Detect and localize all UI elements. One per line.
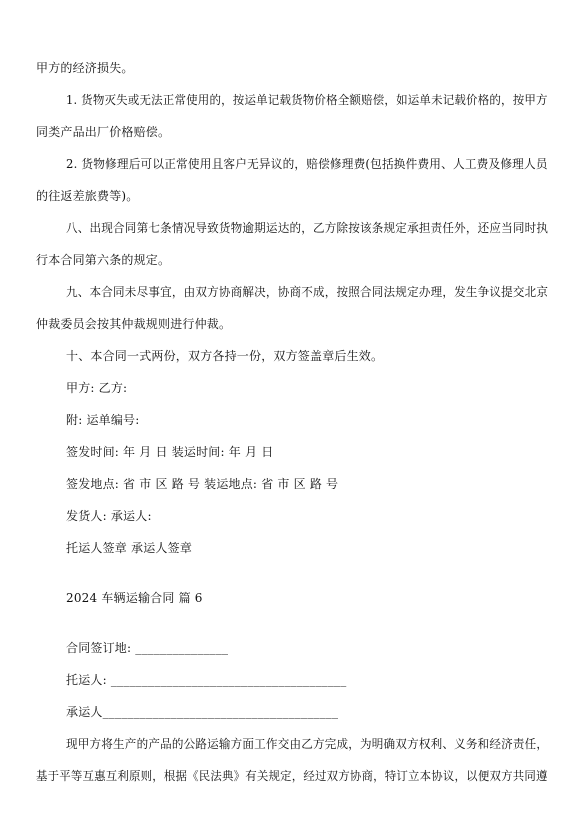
text-line: 仲裁委员会按其仲裁规则进行仲裁。: [36, 317, 232, 331]
text-line: 基于平等互惠互利原则，根据《民法典》有关规定，经过双方协商，特订立本协议，以便双方共同遵: [36, 769, 548, 783]
text-line: 1. 货物灭失或无法正常使用的，按运单记载货物价格全额赔偿，如运单未记载价格的，按甲方: [66, 93, 548, 107]
text-line: 现甲方将生产的产品的公路运输方面工作交由乙方完成，为明确双方权利、义务和经济责任，: [66, 737, 549, 751]
text-line: 承运人______________________________________: [66, 705, 339, 719]
text-line: 托运人: ______________________________________: [66, 673, 347, 687]
text-line: 十、本合同一式两份，双方各持一份，双方签盖章后生效。: [66, 349, 384, 363]
text-line: 签发地点: 省 市 区 路 号 装运地点: 省 市 区 路 号: [66, 477, 339, 491]
text-line: 甲方的经济损失。: [36, 61, 134, 75]
text-line: 附: 运单编号:: [66, 413, 140, 427]
text-line: 托运人签章 承运人签章: [66, 541, 193, 555]
text-line: 发货人: 承运人:: [66, 509, 152, 523]
section-heading: 2024 车辆运输合同 篇 6: [66, 591, 203, 605]
text-line: 九、本合同未尽事宜，由双方协商解决，协商不成，按照合同法规定办理，发生争议提交北京: [66, 285, 549, 299]
text-line: 的往返差旅费等)。: [36, 189, 139, 203]
text-line: 签发时间: 年 月 日 装运时间: 年 月 日: [66, 445, 274, 459]
text-line: 2. 货物修理后可以正常使用且客户无异议的，赔偿修理费(包括换件费用、人工费及修理人员: [66, 157, 548, 171]
text-line: 甲方: 乙方:: [66, 381, 128, 395]
text-line: 八、出现合同第七条情况导致货物逾期运达的，乙方除按该条规定承担责任外，还应当同时执: [66, 221, 549, 235]
text-line: 合同签订地: _______________: [66, 641, 229, 655]
text-line: 同类产品出厂价格赔偿。: [36, 125, 171, 139]
text-line: 行本合同第六条的规定。: [36, 253, 171, 267]
